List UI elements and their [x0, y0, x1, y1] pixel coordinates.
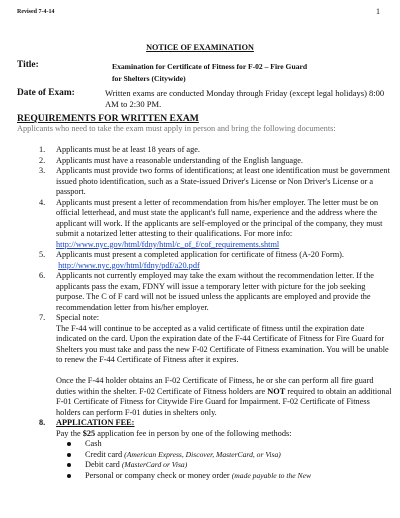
cof-requirements-link[interactable]: http://www.nyc.gov/html/fdny/html/c_of_f/cof_requirements.shtml: [56, 239, 280, 249]
item-number: 3.: [39, 166, 46, 175]
bullet-icon: [67, 474, 71, 478]
method-label: Personal or company check or money order: [85, 470, 230, 480]
payment-methods-list: [17, 439, 393, 481]
item-number: 1.: [39, 145, 46, 154]
method-label: Credit card: [85, 449, 123, 459]
date-of-exam-label: Date of Exam:: [17, 88, 75, 98]
not-emphasis: NOT: [267, 386, 286, 396]
method-label: Cash: [85, 439, 102, 448]
item-text: Applicants must have a reasonable understanding of the English language.: [56, 155, 303, 165]
page-number: 1: [376, 7, 380, 16]
requirements-intro: Applicants who need to take the exam must apply in person and bring the following documents:: [17, 124, 336, 133]
requirement-item-8: [17, 418, 393, 429]
requirement-item-2: [17, 156, 393, 167]
requirement-item-3: [17, 166, 393, 198]
special-note-paragraph-1: The F-44 will continue to be accepted as a valid certificate of fitness until the expiration date indicated on the card. Upon the expiration date of the F-44 Certificate of Fitness for Fire Guard for Shelters you must take and pass the new F-02 Certificate of Fitness examination. You will be unable to renew the F-44 Certificate of Fitness after it expires.: [56, 323, 389, 364]
item-number: 7.: [39, 313, 46, 322]
requirements-list: [17, 145, 393, 481]
item-number: 4.: [39, 197, 46, 207]
item-text: Applicants must present a letter of recommendation from his/her employer. The letter must be on official letterhead, and must state the applicant's full name, experience and the address where the applicant will work. If the applicants are self-employed or the principal of the company, they must submit a notarized letter attesting to their qualifications. For more info:: [56, 197, 383, 238]
item-number: 5.: [39, 250, 46, 259]
item-number: 2.: [39, 155, 46, 165]
para2-text-b: required to obtain an additional F-01 Certificate of Fitness for Citywide Fire Guard for Impairment. F-02 Certificate of Fitness holders can perform F-01 duties in shelters only.: [56, 386, 392, 417]
payment-method-credit-card: [17, 450, 393, 461]
item-text: Special note:: [56, 313, 100, 322]
special-note-paragraph-2: [17, 376, 393, 418]
requirement-item-4: [17, 198, 393, 251]
fee-text-b: application fee in person by one of the following methods:: [95, 428, 292, 438]
item-number: 8.: [39, 418, 46, 427]
requirement-item-5: [17, 250, 393, 271]
item-text: Applicants not currently employed may take the exam without the recommendation letter. If the applicants pass the exam, FDNY will issue a temporary letter with picture for the job seeking purpose. The C of F card will not be issued unless the applicants are employed and provide the recommendation letter from his/her employer.: [56, 271, 374, 312]
item-number: 6.: [39, 271, 46, 280]
payment-method-cash: [17, 439, 393, 450]
item-text: Applicants must be at least 18 years of age.: [56, 145, 201, 154]
title-label: Title:: [17, 60, 39, 70]
application-fee-text: [17, 429, 393, 440]
requirement-item-7: [17, 313, 393, 324]
method-label: Debit card: [85, 460, 120, 469]
para2-text-a: Once the F-44 holder obtains an F-02 Certificate of Fitness, he or she can perform all fire guard duties within the shelter. F-02 Certificate of Fitness holders are: [56, 376, 374, 396]
requirements-heading: REQUIREMENTS FOR WRITTEN EXAM: [17, 113, 199, 124]
payment-method-debit-card: [17, 460, 393, 471]
fee-amount: $25: [82, 428, 96, 438]
revision-date: Revised 7-4-14: [17, 9, 55, 15]
date-of-exam-text: Written exams are conducted Monday through Friday (except legal holidays) 8:00 AM to 2:30 PM.: [105, 88, 385, 109]
application-fee-heading: APPLICATION FEE:: [56, 418, 135, 427]
method-note: (American Express, Discover, MasterCard, or Visa): [124, 449, 281, 459]
bullet-icon: [67, 453, 71, 457]
method-note: (MasterCard or Visa): [121, 460, 188, 469]
item-text: Applicants must provide two forms of identifications; at least one identification must be government issued photo identification, such as a State-issued Driver's License or Non Driver's License or a passport.: [56, 166, 390, 196]
payment-method-check: [17, 471, 393, 482]
method-note: (made payable to the New: [231, 470, 312, 480]
notice-title: NOTICE OF EXAMINATION: [146, 43, 254, 52]
requirement-item-1: [17, 145, 393, 156]
bullet-icon: [67, 442, 71, 446]
bullet-icon: [67, 463, 71, 467]
title-text: Examination for Certificate of Fitness for F-02 – Fire Guard for Shelters (Citywide): [112, 62, 308, 83]
fee-text-a: Pay the: [56, 428, 83, 438]
requirement-item-6: [17, 271, 393, 313]
item-text: Applicants must present a completed application for certificate of fitness (A-20 Form).: [56, 250, 344, 259]
a20-form-link[interactable]: http://www.nyc.gov/html/fdny/pdf/a20.pdf: [58, 260, 200, 270]
